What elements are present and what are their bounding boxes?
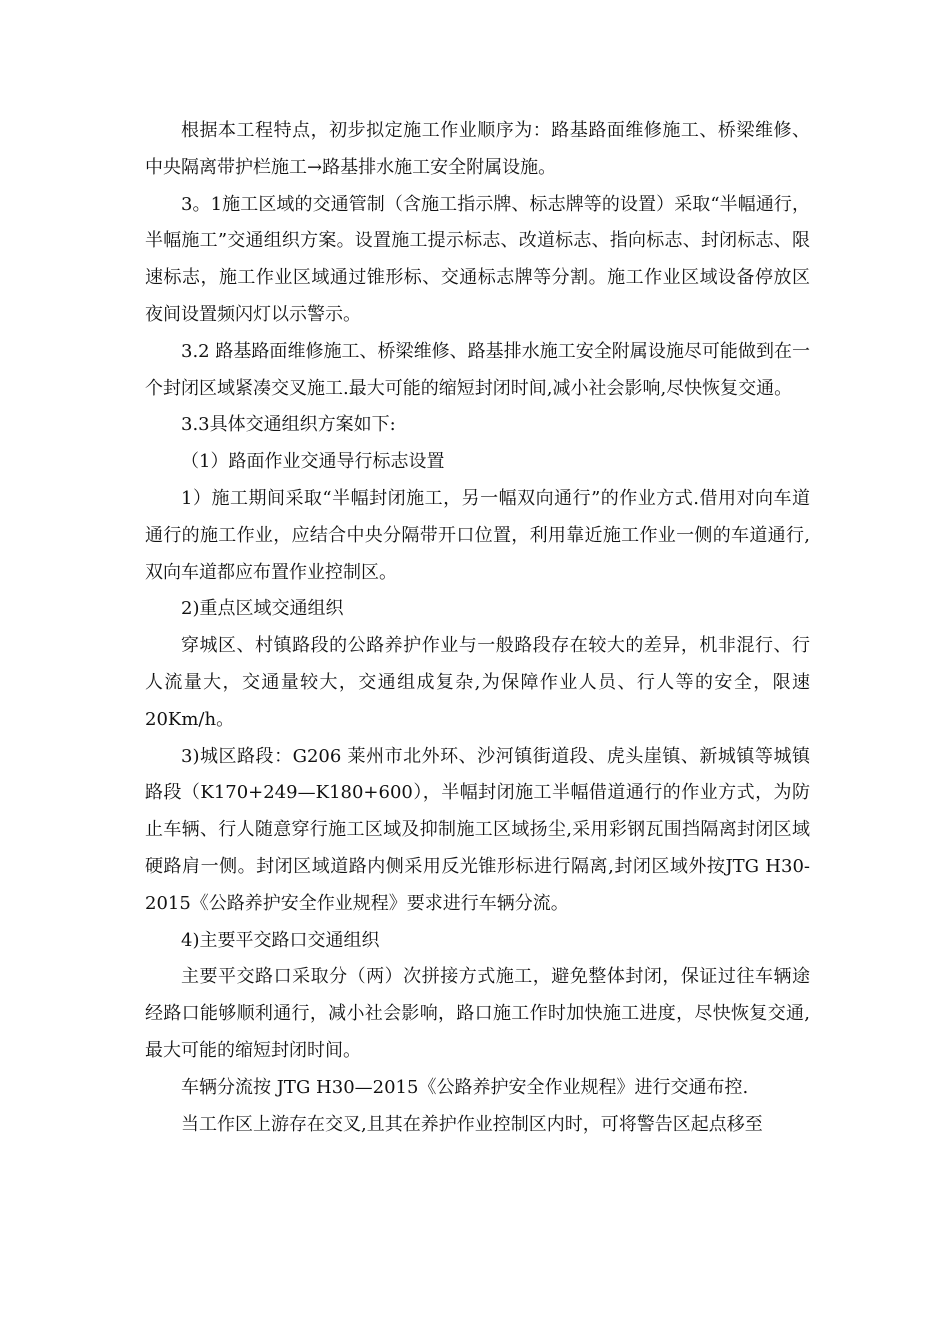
- document-body: [145, 113, 810, 1143]
- paragraph-section-3-3: 3.3具体交通组织方案如下:: [181, 414, 396, 436]
- paragraph-town-sections: 穿城区、村镇路段的公路养护作业与一般路段存在较大的差异，机非混行、行人流量大，交通量较大，交通组成复杂,为保障作业人员、行人等的安全，限速20Km/h。: [145, 635, 810, 730]
- paragraph-section-3-1: 3。1施工区域的交通管制（含施工指示牌、标志牌等的设置）采取“半幅通行，半幅施工”交通组织方案。设置施工提示标志、改道标志、指向标志、封闭标志、限速标志，施工作业区域通过锥形标、交通标志牌等分割。施工作业区域设备停放区夜间设置频闪灯以示警示。: [145, 193, 810, 325]
- heading-key-area-traffic: 2)重点区域交通组织: [181, 598, 344, 620]
- paragraph-upstream-intersection: 当工作区上游存在交叉,且其在养护作业控制区内时，可将警告区起点移至: [181, 1113, 763, 1135]
- heading-intersection-traffic: 4)主要平交路口交通组织: [181, 929, 380, 951]
- paragraph-intersection-method: 主要平交路口采取分（两）次拼接方式施工，避免整体封闭，保证过往车辆途经路口能够顺利通行，减小社会影响，路口施工作时加快施工进度，尽快恢复交通,最大可能的缩短封闭时间。: [145, 966, 810, 1061]
- heading-road-guidance-signs: （1）路面作业交通导行标志设置: [181, 451, 445, 473]
- paragraph-half-closure-method: 1）施工期间采取“半幅封闭施工，另一幅双向通行”的作业方式.借用对向车道通行的施工作业，应结合中央分隔带开口位置，利用靠近施工作业一侧的车道通行,双向车道都应布置作业控制区。: [145, 487, 810, 583]
- paragraph-construction-sequence: 根据本工程特点，初步拟定施工作业顺序为：路基路面维修施工、桥梁维修、中央隔离带护栏施工→路基排水施工安全附属设施。: [145, 120, 810, 178]
- paragraph-section-3-2: 3.2 路基路面维修施工、桥梁维修、路基排水施工安全附属设施尽可能做到在一个封闭区域紧凑交叉施工.最大可能的缩短封闭时间,减小社会影响,尽快恢复交通。: [145, 340, 810, 399]
- paragraph-urban-sections: 3)城区路段：G206 莱州市北外环、沙河镇街道段、虎头崖镇、新城镇等城镇路段（K170+249—K180+600），半幅封闭施工半幅借道通行的作业方式，为防止车辆、行人随意穿行施工区域及抑制施工区域扬尘,采用彩钢瓦围挡隔离封闭区域硬路肩一侧。封闭区域道路内侧采用反光锥形标进行隔离,封闭区域外按JTG H30-2015《公路养护安全作业规程》要求进行车辆分流。: [145, 745, 810, 914]
- paragraph-vehicle-diversion: 车辆分流按 JTG H30—2015《公路养护安全作业规程》进行交通布控.: [181, 1076, 749, 1098]
